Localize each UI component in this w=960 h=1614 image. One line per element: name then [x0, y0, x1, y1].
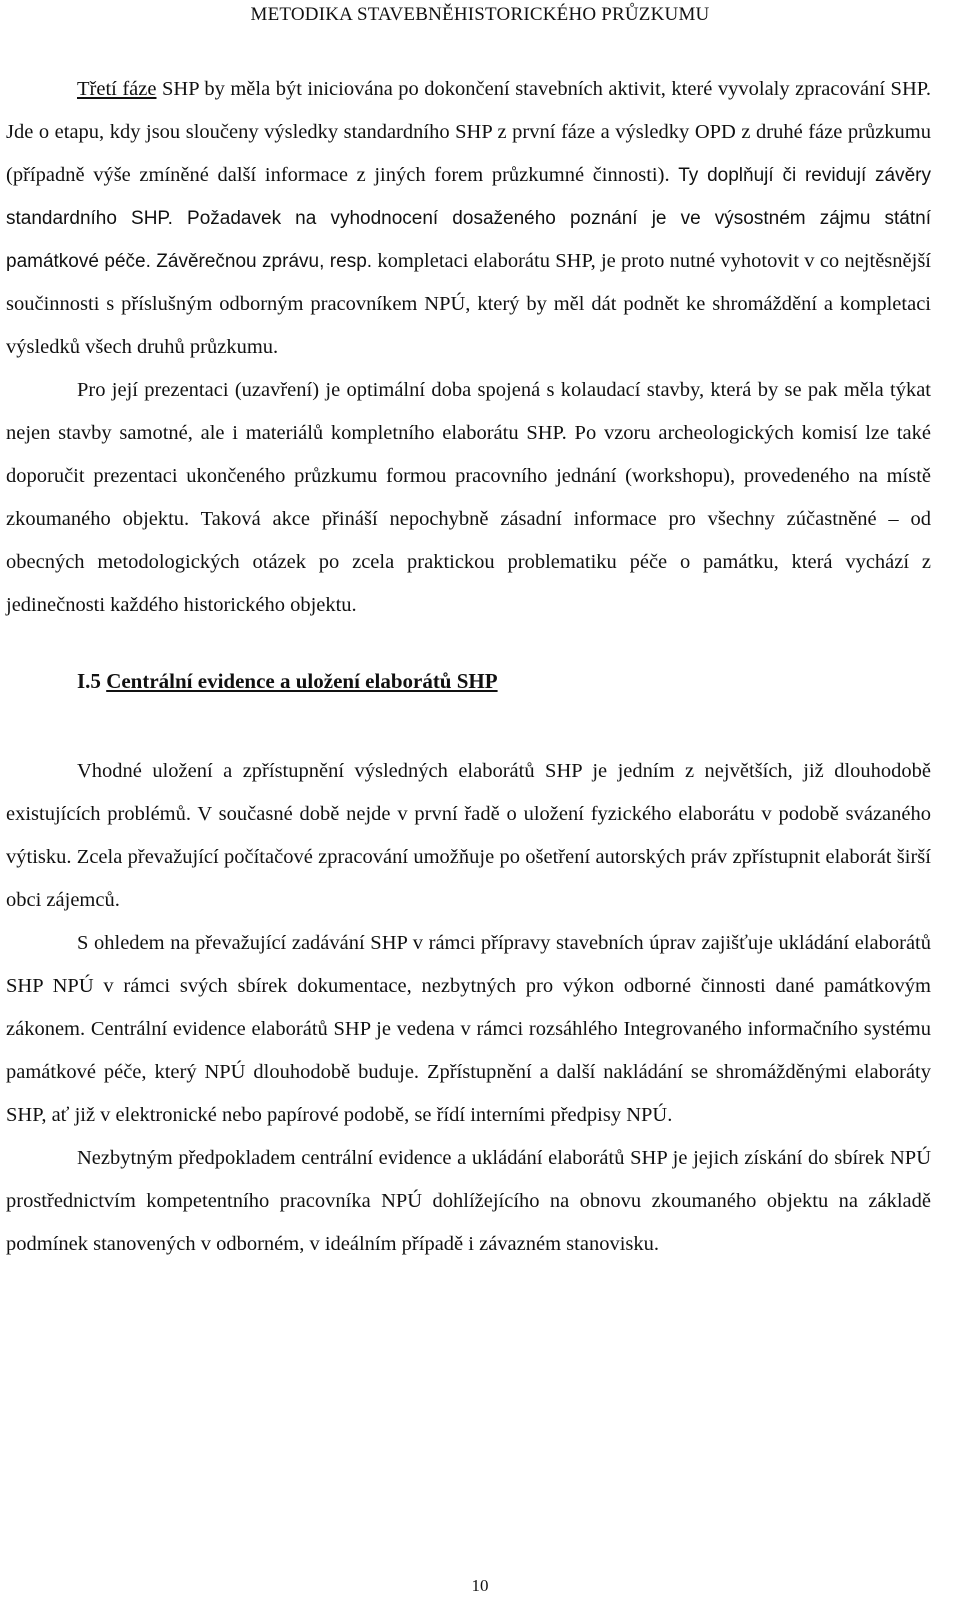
- paragraph-third-phase: [6, 68, 931, 369]
- page-number: 10: [471, 1576, 489, 1595]
- page-body: [6, 68, 931, 1266]
- section-heading: [6, 660, 931, 703]
- paragraph-npu-archive: S ohledem na převažující zadávání SHP v rámci přípravy stavebních úprav zajišťuje ukládání elaborátů SHP NPÚ v rámci svých sbírek dokumentace, nezbytných pro výkon odborné činnosti dané památkovým zákonem. Centrální evidence elaborátů SHP je vedena v rámci rozsáhlého Integrovaného informačního systému památkové péče, který NPÚ dlouhodobě buduje. Zpřístupnění a další nakládání se shromážděnými elaboráty SHP, ať již v elektronické nebo papírové podobě, se řídí interními předpisy NPÚ.: [6, 932, 931, 1126]
- paragraph-text: kompletaci elaborátu SHP, je proto nutné vyhotovit v co nejtěsnější součinnosti s příslušným odborným pracovníkem NPÚ, který by měl dát podnět ke shromáždění a kompletaci výsledků všech druhů průzkumu.: [6, 250, 931, 358]
- paragraph-text-sans: Ty doplňují či revidují závěry standardního SHP. Požadavek na vyhodnocení dosaženého poznání je ve výsostném zájmu státní památkové péče. Závěrečnou zprávu, resp.: [6, 165, 931, 272]
- spacer: [6, 703, 931, 750]
- section-title: Centrální evidence a uložení elaborátů SHP: [106, 669, 498, 693]
- paragraph-presentation: Pro její prezentaci (uzavření) je optimální doba spojená s kolaudací stavby, která by se pak měla týkat nejen stavby samotné, ale i materiálů kompletního elaborátu SHP. Po vzoru archeologických komisí lze také doporučit prezentaci ukončeného průzkumu formou pracovního jednání (workshopu), provedeného na místě zkoumaného objektu. Taková akce přináší nepochybně zásadní informace pro všechny zúčastněné – od obecných metodologických otázek po zcela praktickou problematiku péče o památku, která vychází z jedinečnosti každého historického objektu.: [6, 379, 931, 616]
- underlined-term: Třetí fáze: [77, 78, 157, 100]
- paragraph-prerequisite: Nezbytným předpokladem centrální evidence a ukládání elaborátů SHP je jejich získání do sbírek NPÚ prostřednictvím kompetentního pracovníka NPÚ dohlížejícího na obnovu zkoumaného objektu na základě podmínek stanovených v odborném, v ideálním případě i závazném stanovisku.: [6, 1147, 931, 1255]
- paragraph-text: SHP by měla být iniciována po dokončení stavebních aktivit, které vyvolaly zpracování SHP. Jde o etapu, kdy jsou sloučeny výsledky standardního SHP z první fáze a výsledky OPD z druhé fáze průzkumu (případně výše zmíněné další informace z jiných forem průzkumné činnosti).: [6, 78, 932, 186]
- paragraph-storage: Vhodné uložení a zpřístupnění výsledných elaborátů SHP je jedním z největších, již dlouhodobě existujících problémů. V současné době nejde v první řadě o uložení fyzického elaborátu v podobě svázaného výtisku. Zcela převažující počítačové zpracování umožňuje po ošetření autorských práv zpřístupnit elaborát širší obci zájemců.: [6, 760, 931, 911]
- section-number: I.5: [77, 669, 101, 693]
- spacer: [6, 627, 931, 660]
- running-header: METODIKA STAVEBNĚHISTORICKÉHO PRŮZKUMU: [250, 4, 710, 25]
